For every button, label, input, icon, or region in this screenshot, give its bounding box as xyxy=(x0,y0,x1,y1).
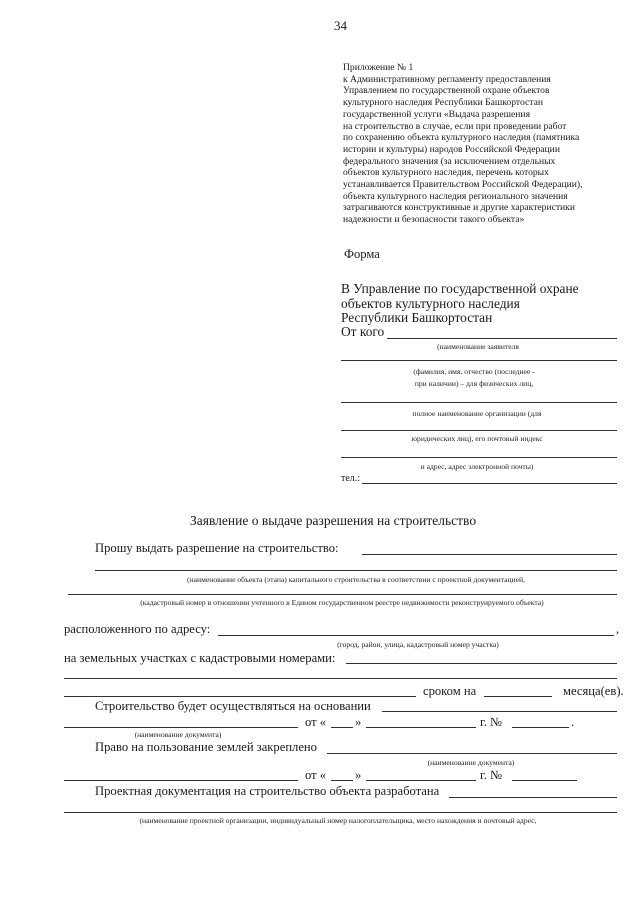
caption-doc-name-2: (наименование документа) xyxy=(427,758,515,767)
appendix-line: надежности и безопасности такого объекта» xyxy=(343,214,525,226)
term-months-field[interactable] xyxy=(484,696,552,697)
year-number-label-2: г. № xyxy=(480,768,503,782)
term-label: сроком на xyxy=(423,684,477,698)
object-name-field[interactable] xyxy=(362,554,617,555)
appendix-line: объектов культурного наследия, перечень которых xyxy=(343,167,549,179)
applicant-line-2[interactable] xyxy=(341,360,617,361)
caption-fio-2: при наличии) – для физических лиц, xyxy=(414,379,534,388)
addressee-line: объектов культурного наследия xyxy=(341,296,520,311)
date-quote-close-2: » xyxy=(355,768,362,782)
caption-doc-name: (наименование документа) xyxy=(134,730,222,739)
document-title: Заявление о выдаче разрешения на строительство xyxy=(190,513,477,528)
appendix-line: федерального значения (за исключением отдельных xyxy=(343,155,556,167)
request-label: Прошу выдать разрешение на строительство: xyxy=(95,541,339,555)
doc-number-field[interactable] xyxy=(512,727,569,728)
basis-label: Строительство будет осуществляться на основании xyxy=(95,699,371,713)
term-left-field[interactable] xyxy=(64,696,416,697)
plots-field-2[interactable] xyxy=(64,678,617,679)
appendix-line: Управлением по государственной охране объектов xyxy=(343,85,550,97)
caption-cadastral: (кадастровый номер в отношении учтенного в Едином государственном реестре недвижимости реконструируемого объекта) xyxy=(140,598,544,607)
located-label: расположенного по адресу: xyxy=(64,622,211,636)
appendix-line: к Административному регламенту предоставления xyxy=(343,73,551,85)
caption-address-location: (город, район, улица, кадастровый номер участка) xyxy=(337,640,499,649)
appendix-line: по сохранению объекта культурного наследия (памятника xyxy=(343,132,580,144)
plots-field[interactable] xyxy=(346,663,617,664)
appendix-line: Приложение № 1 xyxy=(343,62,414,73)
object-name-field-2[interactable] xyxy=(95,570,617,571)
applicant-name-field[interactable] xyxy=(387,338,617,339)
date-day-field[interactable] xyxy=(331,727,353,728)
land-field[interactable] xyxy=(327,753,617,754)
doc-number-field-2[interactable] xyxy=(512,780,577,781)
from-label: От кого xyxy=(341,324,385,339)
appendix-line: истории и культуры) народов Российской Федерации xyxy=(343,143,560,155)
date-day-field-2[interactable] xyxy=(331,780,353,781)
caption-address: и адрес, адрес электронной почты) xyxy=(420,462,534,471)
caption-org-2: юридических лиц), его почтовый индекс xyxy=(411,434,543,443)
caption-project-org: (наименование проектной организации, индивидуальный номер налогоплательщика, место нахождения и почтовый адрес, xyxy=(139,816,537,825)
project-field-2[interactable] xyxy=(64,812,617,813)
caption-object: (наименование объекта (этапа) капитального строительства в соответствии с проектной документацией, xyxy=(187,575,525,584)
appendix-header xyxy=(343,62,582,226)
applicant-line-5[interactable] xyxy=(341,457,617,458)
months-label: месяца(ев). xyxy=(563,684,624,698)
land-doc-field[interactable] xyxy=(64,780,298,781)
addressee-line: В Управление по государственной охране xyxy=(341,281,579,296)
appendix-line: устанавливается Правительством Российской Федерации), xyxy=(343,179,583,191)
basis-field[interactable] xyxy=(382,711,617,712)
appendix-line: объекта культурного наследия регионального значения xyxy=(343,190,568,202)
basis-period: . xyxy=(571,715,575,729)
applicant-line-3[interactable] xyxy=(341,402,617,403)
appendix-line: на строительство в случае, если при проведении работ xyxy=(343,120,567,132)
land-label: Право на пользование землей закреплено xyxy=(95,740,317,754)
caption-fio-1: (фамилия, имя, отчество (последнее - xyxy=(413,367,535,376)
address-comma: , xyxy=(616,622,620,636)
basis-doc-field[interactable] xyxy=(64,727,298,728)
appendix-line: культурного наследия Республики Башкортостан xyxy=(343,97,543,109)
date-quote-close: » xyxy=(355,715,362,729)
project-field[interactable] xyxy=(449,797,617,798)
appendix-line: государственной услуги «Выдача разрешения xyxy=(343,108,530,120)
cadastral-field[interactable] xyxy=(68,594,617,595)
date-month-year-field[interactable] xyxy=(366,727,476,728)
date-from-label: от « xyxy=(305,715,327,729)
appendix-line: затрагиваются конструктивные и другие характеристики xyxy=(343,202,575,214)
tel-label: тел.: xyxy=(341,473,361,484)
page-number: 34 xyxy=(334,18,347,33)
tel-field[interactable] xyxy=(362,483,617,484)
plots-label: на земельных участках с кадастровыми номерами: xyxy=(64,651,336,665)
caption-applicant-name: (наименование заявителя xyxy=(437,342,519,351)
address-field[interactable] xyxy=(218,635,614,636)
project-label: Проектная документация на строительство объекта разработана xyxy=(95,784,440,798)
caption-org-1: полное наименование организации (для xyxy=(412,409,542,418)
addressee-line: Республики Башкортостан xyxy=(341,310,493,325)
date-month-year-field-2[interactable] xyxy=(366,780,476,781)
year-number-label: г. № xyxy=(480,715,503,729)
form-label: Форма xyxy=(344,247,380,261)
date-from-label-2: от « xyxy=(305,768,327,782)
applicant-line-4[interactable] xyxy=(341,430,617,431)
